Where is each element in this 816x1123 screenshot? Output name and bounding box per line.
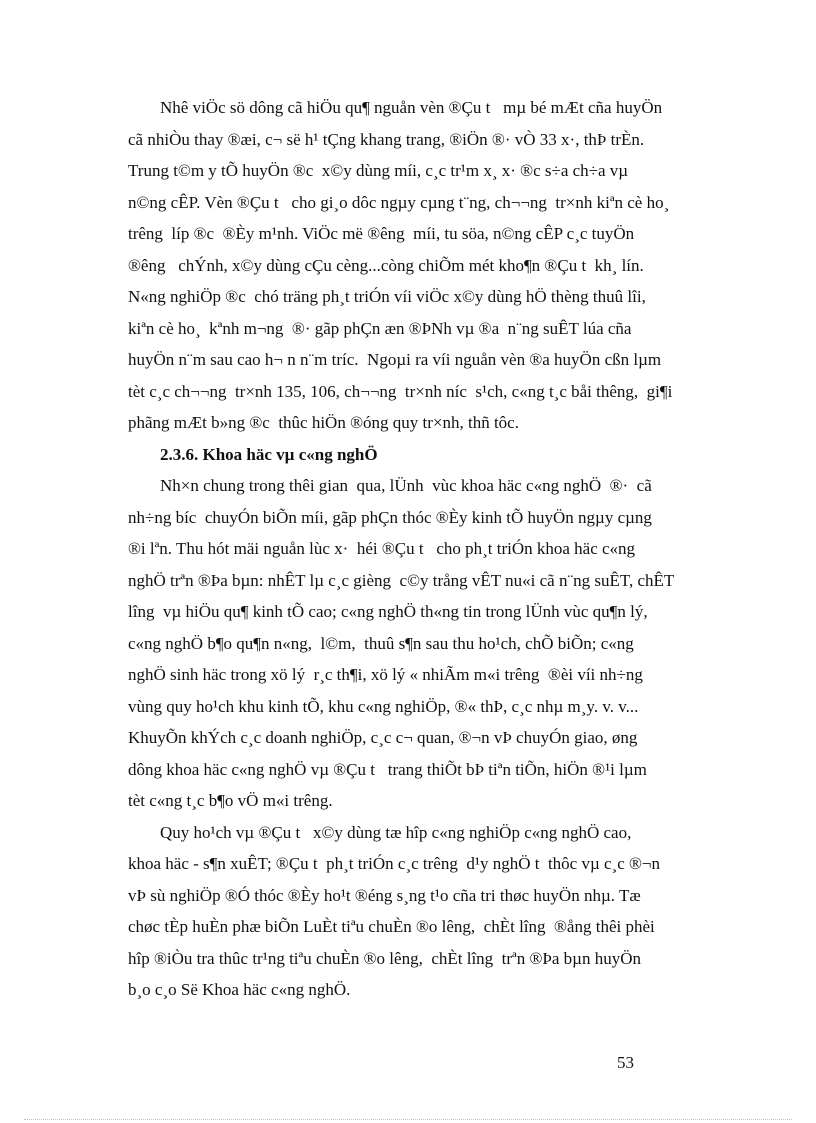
text-line: N«ng nghiÖp ®c chó träng ph¸t triÓn víi viÖc x©y dùng hÖ thèng thuû lîi, (128, 287, 646, 306)
text-line: chøc tÈp huÈn phæ biÕn LuÈt tiªu chuÈn ®o lêng, chÈt lîng ®ång thêi phèi (128, 917, 655, 936)
body-text (128, 92, 732, 1006)
text-line: Nh×n chung trong thêi gian qua, lÜnh vùc khoa häc c«ng nghÖ ®· cã (160, 476, 652, 495)
text-line: cã nhiÒu thay ®æi, c¬ së h¹ tÇng khang trang, ®iÖn ®· vÒ 33 x·, thÞ trÈn. (128, 129, 645, 149)
text-line: lîng vµ hiÖu qu¶ kinh tÕ cao; c«ng nghÖ th«ng tin trong lÜnh vùc qu¶n lý, (128, 602, 648, 621)
text-line: tèt c«ng t¸c b¶o vÖ m«i trêng. (128, 791, 333, 810)
text-line: Quy ho¹ch vµ ®Çu t x©y dùng tæ hîp c«ng nghiÖp c«ng nghÖ cao, (160, 822, 632, 842)
paragraph-1 (128, 92, 732, 439)
paragraph-2 (128, 470, 732, 817)
text-line: nghÖ sinh häc trong xö lý r¸c th¶i, xö lý « nhiÃm m«i trêng ®èi víi nh÷ng (128, 665, 643, 684)
text-line: b¸o c¸o Së Khoa häc c«ng nghÖ. (128, 980, 351, 999)
text-line: nghÖ trªn ®Þa bµn: nhÊT lµ c¸c gièng c©y trång vÊT nu«i cã n¨ng suÊT, chÊT (128, 570, 675, 590)
text-line: vÞ sù nghiÖp ®Ó thóc ®Èy ho¹t ®éng s¸ng t¹o cña tri thøc huyÖn nhµ. Tæ (128, 885, 641, 905)
text-line: nh÷ng bíc chuyÓn biÕn míi, gãp phÇn thóc ®Èy kinh tÕ huyÖn ngµy cµng (128, 507, 652, 527)
text-line: hîp ®iÒu tra thûc tr¹ng tiªu chuÈn ®o lêng, chÈt lîng trªn ®Þa bµn huyÖn (128, 948, 641, 968)
paragraph-3 (128, 817, 732, 1006)
text-line: KhuyÕn khÝch c¸c doanh nghiÖp, c¸c c¬ quan, ®¬n vÞ chuyÓn giao, øng (128, 728, 638, 747)
text-line: ®êng chÝnh, x©y dùng cÇu cèng...còng chiÕm mét kho¶n ®Çu t kh¸ lín. (128, 255, 644, 275)
text-line: dông khoa häc c«ng nghÖ vµ ®Çu t trang thiÕt bÞ tiªn tiÕn, hiÖn ®¹i lµm (128, 759, 647, 779)
page-number: 53 (617, 1053, 634, 1072)
text-line: kiªn cè ho¸ kªnh m¬ng ®· gãp phÇn æn ®ÞNh vµ ®a n¨ng suÊT lúa cña (128, 318, 632, 338)
page-bottom-divider (24, 1119, 792, 1120)
text-line: phãng mÆt b»ng ®c thûc hiÖn ®óng quy tr×nh, thñ tôc. (128, 413, 519, 432)
text-line: n©ng cÊP. Vèn ®Çu t cho gi¸o dôc ngµy cµng t¨ng, ch¬¬ng tr×nh kiªn cè ho¸ (128, 192, 670, 212)
text-line: ®i lªn. Thu hót mäi nguån lùc x· héi ®Çu t cho ph¸t triÓn khoa häc c«ng (128, 539, 636, 558)
text-line: huyÖn n¨m sau cao h¬ n n¨m tríc. Ngoµi ra víi nguån vèn ®a huyÖn cßn lµm (128, 350, 662, 369)
text-line: trêng líp ®c ®Èy m¹nh. ViÖc më ®êng míi, tu söa, n©ng cÊP c¸c tuyÖn (128, 224, 635, 243)
text-line: Trung t©m y tÕ huyÖn ®c x©y dùng míi, c¸c tr¹m x¸ x· ®c s÷a ch÷a vµ (128, 161, 629, 180)
text-line: vùng quy ho¹ch khu kinh tÕ, khu c«ng nghiÖp, ®« thÞ, c¸c nhµ m¸y. v. v... (128, 696, 639, 716)
text-line: c«ng nghÖ b¶o qu¶n n«ng, l©m, thuû s¶n sau thu ho¹ch, chÕ biÕn; c«ng (128, 633, 634, 653)
text-line: khoa häc - s¶n xuÊT; ®Çu t ph¸t triÓn c¸c trêng d¹y nghÖ t thôc vµ c¸c ®¬n (128, 854, 661, 873)
text-line: tèt c¸c ch¬¬ng tr×nh 135, 106, ch¬¬ng tr×nh níc s¹ch, c«ng t¸c båi thêng, gi¶i (128, 381, 673, 401)
section-heading: 2.3.6. Khoa häc vµ c«ng nghÖ (160, 444, 378, 464)
text-line: Nhê viÖc sö dông cã hiÖu qu¶ nguån vèn ®Çu t mµ bé mÆt cña huyÖn (160, 98, 663, 117)
